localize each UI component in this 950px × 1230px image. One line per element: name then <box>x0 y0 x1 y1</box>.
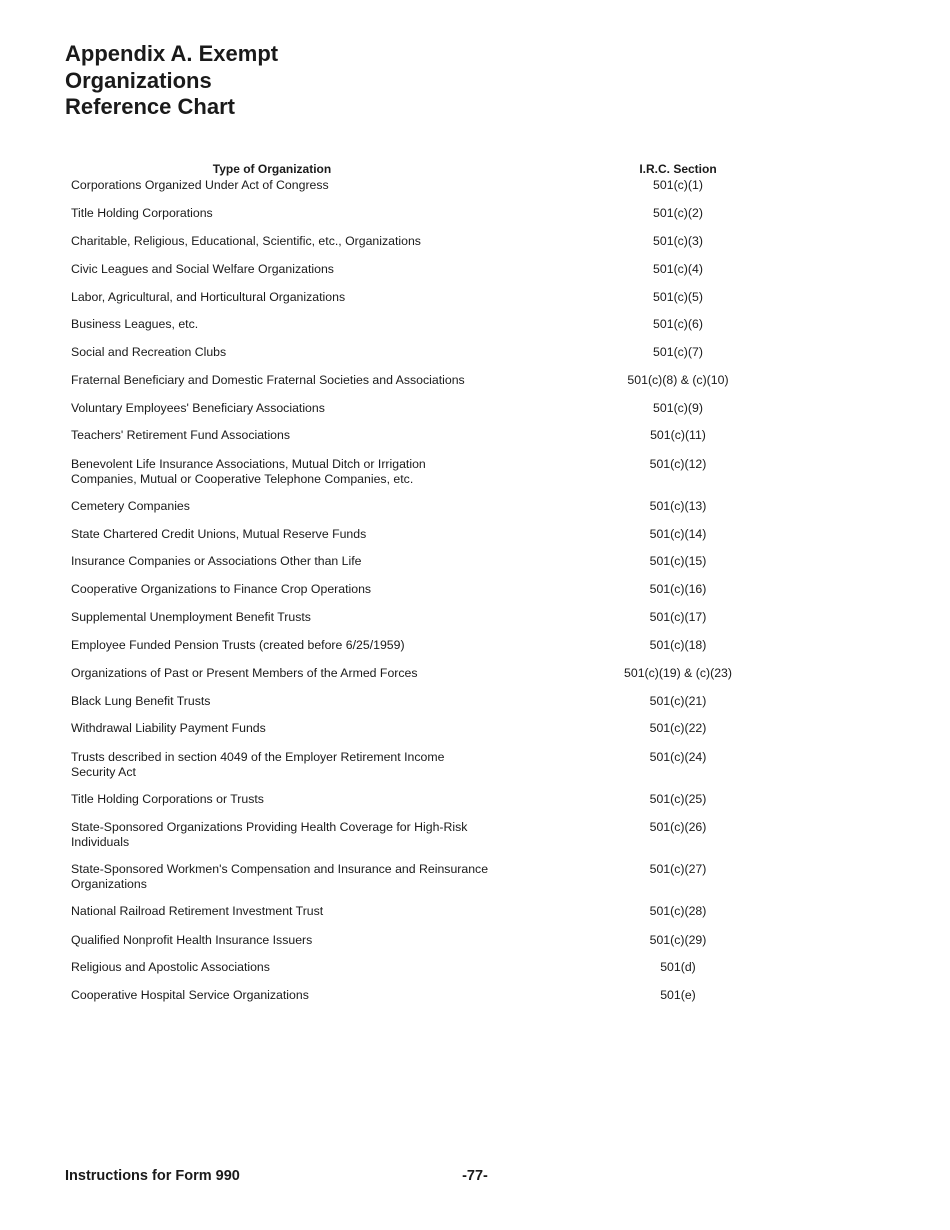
organization-type: Cemetery Companies <box>71 499 190 513</box>
organization-type: Cooperative Organizations to Finance Crop Operations <box>71 582 372 596</box>
irc-section: 501(c)(11) <box>650 428 706 442</box>
irc-section: 501(c)(25) <box>649 792 707 806</box>
irc-section: 501(c)(9) <box>653 401 703 415</box>
irc-section: 501(c)(18) <box>649 638 707 652</box>
organization-type: Business Leagues, etc. <box>71 317 199 331</box>
organization-type: Organizations of Past or Present Members of the Armed Forces <box>71 666 418 680</box>
column-header-section: I.R.C. Section <box>639 162 717 176</box>
irc-section: 501(c)(29) <box>649 933 707 947</box>
irc-section: 501(c)(7) <box>653 345 703 359</box>
irc-section: 501(c)(19) & (c)(23) <box>624 666 732 680</box>
organization-type: Title Holding Corporations or Trusts <box>71 792 264 806</box>
irc-section: 501(c)(17) <box>649 610 707 624</box>
irc-section: 501(c)(6) <box>653 317 703 331</box>
organization-type: Employee Funded Pension Trusts (created before 6/25/1959) <box>71 638 405 652</box>
irc-section: 501(c)(5) <box>653 290 703 304</box>
irc-section: 501(c)(27) <box>649 862 707 876</box>
column-header-type: Type of Organization <box>212 162 332 176</box>
organization-type: State Chartered Credit Unions, Mutual Reserve Funds <box>71 527 367 541</box>
organization-type: State-Sponsored Organizations Providing Health Coverage for High-Risk Individuals <box>71 820 468 849</box>
irc-section: 501(c)(22) <box>649 721 707 735</box>
organization-type: Title Holding Corporations <box>71 206 213 220</box>
organization-type: Trusts described in section 4049 of the Employer Retirement Income Security Act <box>71 750 445 779</box>
page-title-line: Appendix A. Exempt <box>65 41 279 66</box>
organization-type: Civic Leagues and Social Welfare Organizations <box>71 262 334 276</box>
irc-section: 501(c)(15) <box>649 554 707 568</box>
organization-type: Voluntary Employees' Beneficiary Associations <box>71 401 325 415</box>
irc-section: 501(c)(3) <box>653 234 703 248</box>
organization-type: Black Lung Benefit Trusts <box>71 694 211 708</box>
irc-section: 501(e) <box>660 988 696 1002</box>
organization-type: Cooperative Hospital Service Organizations <box>71 988 309 1002</box>
organization-type: Benevolent Life Insurance Associations, Mutual Ditch or Irrigation Companies, Mutual or Cooperative Telephone Companies, etc. <box>71 457 426 486</box>
page-title-line: Reference Chart <box>65 94 235 119</box>
irc-section: 501(c)(26) <box>649 820 707 834</box>
irc-section: 501(c)(21) <box>649 694 707 708</box>
organization-type: Social and Recreation Clubs <box>71 345 227 359</box>
organization-type: Corporations Organized Under Act of Congress <box>71 178 329 192</box>
irc-section: 501(c)(4) <box>653 262 703 276</box>
irc-section: 501(c)(24) <box>649 750 707 764</box>
organization-type: Religious and Apostolic Associations <box>71 960 270 974</box>
organization-type: Withdrawal Liability Payment Funds <box>71 721 266 735</box>
irc-section: 501(c)(16) <box>649 582 707 596</box>
organization-type: Qualified Nonprofit Health Insurance Issuers <box>71 933 313 947</box>
page-title-line: Organizations <box>65 67 212 93</box>
page-number: -77- <box>462 1168 488 1184</box>
irc-section: 501(c)(14) <box>649 527 707 541</box>
organization-type: Fraternal Beneficiary and Domestic Fraternal Societies and Associations <box>71 373 465 387</box>
organization-type: Insurance Companies or Associations Other than Life <box>71 554 362 568</box>
irc-section: 501(c)(8) & (c)(10) <box>627 373 729 387</box>
irc-section: 501(d) <box>660 960 696 974</box>
organization-type: Charitable, Religious, Educational, Scientific, etc., Organizations <box>71 234 421 248</box>
organization-type: State-Sponsored Workmen's Compensation and Insurance and Reinsurance Organizations <box>71 862 489 891</box>
irc-section: 501(c)(12) <box>649 457 707 471</box>
irc-section: 501(c)(28) <box>649 904 707 918</box>
irc-section: 501(c)(2) <box>653 206 703 220</box>
footer-form-name: Instructions for Form 990 <box>65 1168 240 1184</box>
organization-type: Labor, Agricultural, and Horticultural Organizations <box>71 290 346 304</box>
organization-type: National Railroad Retirement Investment Trust <box>71 904 324 918</box>
page-title <box>65 41 365 121</box>
irc-section: 501(c)(1) <box>653 178 703 192</box>
organization-type: Supplemental Unemployment Benefit Trusts <box>71 610 311 624</box>
organization-type: Teachers' Retirement Fund Associations <box>71 428 291 442</box>
irc-section: 501(c)(13) <box>649 499 707 513</box>
